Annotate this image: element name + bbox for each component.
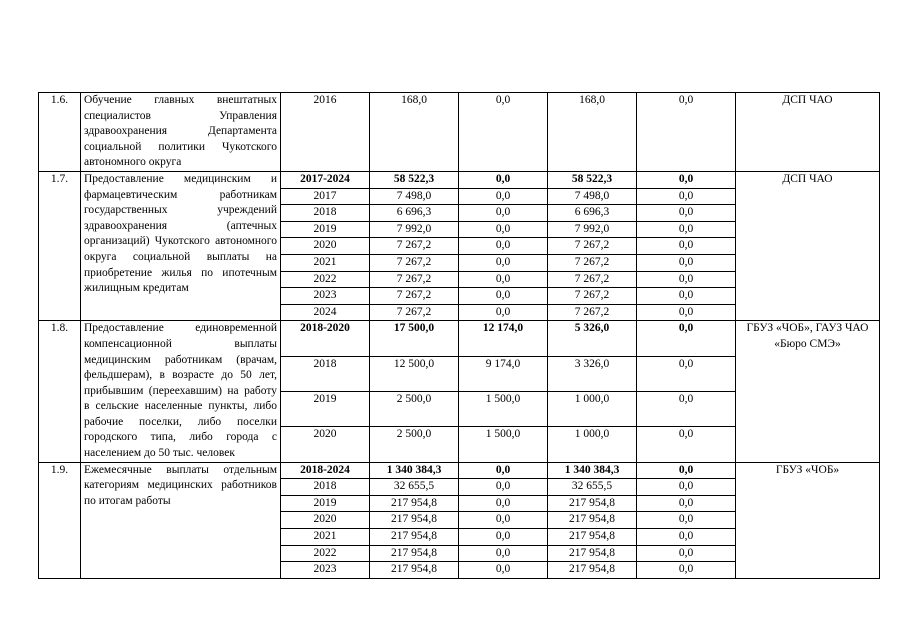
period-cell: 2023 (281, 562, 370, 579)
period-cell: 2017 (281, 188, 370, 205)
responsible-executor: ГБУЗ «ЧОБ», ГАУЗ ЧАО «Бюро СМЭ» (736, 321, 880, 462)
federal-budget-cell: 0,0 (459, 254, 548, 271)
period-cell: 2019 (281, 391, 370, 426)
item-number: 1.8. (39, 321, 81, 462)
period-cell: 2016 (281, 93, 370, 172)
responsible-executor: ДСП ЧАО (736, 93, 880, 172)
other-sources-cell: 0,0 (637, 188, 736, 205)
regional-budget-cell: 1 000,0 (548, 427, 637, 462)
regional-budget-cell: 7 267,2 (548, 254, 637, 271)
other-sources-cell: 0,0 (637, 254, 736, 271)
federal-budget-cell: 0,0 (459, 221, 548, 238)
period-cell: 2019 (281, 221, 370, 238)
period-cell: 2023 (281, 288, 370, 305)
total-amount-cell: 17 500,0 (370, 321, 459, 356)
total-amount-cell: 168,0 (370, 93, 459, 172)
other-sources-cell: 0,0 (637, 321, 736, 356)
table-row (39, 93, 880, 172)
federal-budget-cell: 0,0 (459, 562, 548, 579)
other-sources-cell: 0,0 (637, 529, 736, 546)
total-amount-cell: 58 522,3 (370, 171, 459, 188)
period-cell: 2020 (281, 238, 370, 255)
period-cell: 2018 (281, 479, 370, 496)
table-body (39, 93, 880, 579)
regional-budget-cell: 32 655,5 (548, 479, 637, 496)
federal-budget-cell: 12 174,0 (459, 321, 548, 356)
responsible-executor: ДСП ЧАО (736, 171, 880, 320)
period-cell: 2018 (281, 205, 370, 222)
total-amount-cell: 1 340 384,3 (370, 462, 459, 479)
other-sources-cell: 0,0 (637, 171, 736, 188)
period-cell: 2019 (281, 495, 370, 512)
regional-budget-cell: 3 326,0 (548, 356, 637, 391)
item-description: Предоставление единовременной компенсационной выплаты медицинским работникам (врачам, фельдшерам), в возрасте до 50 лет, прибывшим (переехавшим) на работу в сельские населенные пункты, либо рабочие поселки, либо поселки городского типа, либо города с населением до 50 тыс. человек (81, 321, 281, 462)
period-cell: 2024 (281, 304, 370, 321)
total-amount-cell: 7 498,0 (370, 188, 459, 205)
federal-budget-cell: 0,0 (459, 479, 548, 496)
regional-budget-cell: 217 954,8 (548, 562, 637, 579)
period-cell: 2021 (281, 529, 370, 546)
regional-budget-cell: 217 954,8 (548, 529, 637, 546)
item-number: 1.7. (39, 171, 81, 320)
federal-budget-cell: 1 500,0 (459, 427, 548, 462)
federal-budget-cell: 9 174,0 (459, 356, 548, 391)
period-cell: 2022 (281, 271, 370, 288)
period-cell: 2020 (281, 512, 370, 529)
regional-budget-cell: 6 696,3 (548, 205, 637, 222)
regional-budget-cell: 217 954,8 (548, 512, 637, 529)
item-number: 1.6. (39, 93, 81, 172)
other-sources-cell: 0,0 (637, 512, 736, 529)
period-cell: 2020 (281, 427, 370, 462)
federal-budget-cell: 0,0 (459, 529, 548, 546)
responsible-executor: ГБУЗ «ЧОБ» (736, 462, 880, 578)
regional-budget-cell: 7 267,2 (548, 304, 637, 321)
total-amount-cell: 12 500,0 (370, 356, 459, 391)
total-amount-cell: 7 267,2 (370, 254, 459, 271)
total-amount-cell: 7 267,2 (370, 238, 459, 255)
item-number: 1.9. (39, 462, 81, 578)
total-amount-cell: 7 992,0 (370, 221, 459, 238)
regional-budget-cell: 1 340 384,3 (548, 462, 637, 479)
other-sources-cell: 0,0 (637, 93, 736, 172)
regional-budget-cell: 7 992,0 (548, 221, 637, 238)
total-amount-cell: 217 954,8 (370, 545, 459, 562)
federal-budget-cell: 0,0 (459, 171, 548, 188)
other-sources-cell: 0,0 (637, 391, 736, 426)
other-sources-cell: 0,0 (637, 205, 736, 222)
total-amount-cell: 2 500,0 (370, 427, 459, 462)
table-row (39, 462, 880, 479)
total-amount-cell: 2 500,0 (370, 391, 459, 426)
federal-budget-cell: 0,0 (459, 238, 548, 255)
other-sources-cell: 0,0 (637, 545, 736, 562)
total-amount-cell: 217 954,8 (370, 562, 459, 579)
program-activities-table (38, 92, 880, 579)
federal-budget-cell: 0,0 (459, 545, 548, 562)
other-sources-cell: 0,0 (637, 562, 736, 579)
table-row (39, 171, 880, 188)
regional-budget-cell: 1 000,0 (548, 391, 637, 426)
regional-budget-cell: 7 267,2 (548, 238, 637, 255)
item-description: Ежемесячные выплаты отдельным категориям медицинских работников по итогам работы (81, 462, 281, 578)
regional-budget-cell: 7 267,2 (548, 271, 637, 288)
total-amount-cell: 7 267,2 (370, 304, 459, 321)
other-sources-cell: 0,0 (637, 495, 736, 512)
federal-budget-cell: 0,0 (459, 93, 548, 172)
total-amount-cell: 6 696,3 (370, 205, 459, 222)
table-row (39, 321, 880, 356)
federal-budget-cell: 0,0 (459, 188, 548, 205)
total-amount-cell: 7 267,2 (370, 288, 459, 305)
period-cell: 2018-2024 (281, 462, 370, 479)
item-description: Обучение главных внештатных специалистов Управления здравоохранения Департамента социальной политики Чукотского автономного округа (81, 93, 281, 172)
regional-budget-cell: 168,0 (548, 93, 637, 172)
regional-budget-cell: 58 522,3 (548, 171, 637, 188)
total-amount-cell: 7 267,2 (370, 271, 459, 288)
period-cell: 2022 (281, 545, 370, 562)
other-sources-cell: 0,0 (637, 288, 736, 305)
federal-budget-cell: 1 500,0 (459, 391, 548, 426)
other-sources-cell: 0,0 (637, 238, 736, 255)
period-cell: 2018-2020 (281, 321, 370, 356)
federal-budget-cell: 0,0 (459, 288, 548, 305)
regional-budget-cell: 217 954,8 (548, 495, 637, 512)
period-cell: 2021 (281, 254, 370, 271)
other-sources-cell: 0,0 (637, 427, 736, 462)
other-sources-cell: 0,0 (637, 356, 736, 391)
total-amount-cell: 217 954,8 (370, 529, 459, 546)
federal-budget-cell: 0,0 (459, 512, 548, 529)
other-sources-cell: 0,0 (637, 221, 736, 238)
total-amount-cell: 217 954,8 (370, 512, 459, 529)
period-cell: 2017-2024 (281, 171, 370, 188)
regional-budget-cell: 7 267,2 (548, 288, 637, 305)
federal-budget-cell: 0,0 (459, 304, 548, 321)
federal-budget-cell: 0,0 (459, 495, 548, 512)
other-sources-cell: 0,0 (637, 479, 736, 496)
period-cell: 2018 (281, 356, 370, 391)
total-amount-cell: 217 954,8 (370, 495, 459, 512)
item-description: Предоставление медицинским и фармацевтическим работникам государственных учреждений здравоохранения (аптечных организаций) Чукотского автономного округа социальной выплаты на приобретение жилья по ипотечным жилищным кредитам (81, 171, 281, 320)
federal-budget-cell: 0,0 (459, 462, 548, 479)
regional-budget-cell: 7 498,0 (548, 188, 637, 205)
other-sources-cell: 0,0 (637, 271, 736, 288)
federal-budget-cell: 0,0 (459, 271, 548, 288)
other-sources-cell: 0,0 (637, 304, 736, 321)
federal-budget-cell: 0,0 (459, 205, 548, 222)
total-amount-cell: 32 655,5 (370, 479, 459, 496)
regional-budget-cell: 5 326,0 (548, 321, 637, 356)
regional-budget-cell: 217 954,8 (548, 545, 637, 562)
other-sources-cell: 0,0 (637, 462, 736, 479)
